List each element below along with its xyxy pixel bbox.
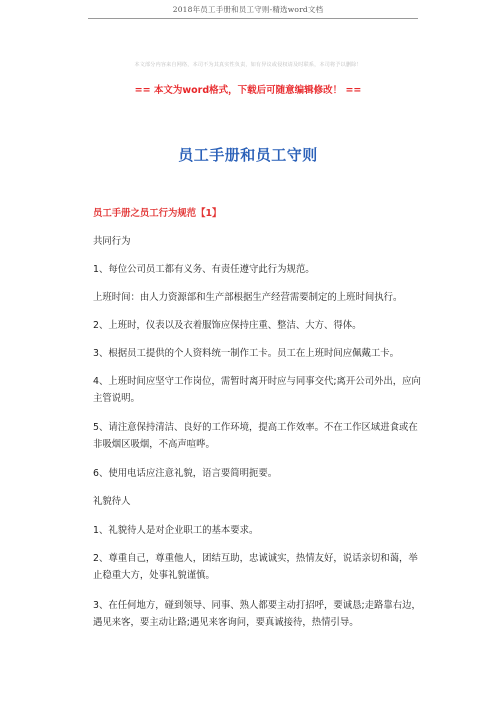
- paragraph-4: 2、上班时，仪表以及衣着服饰应保持庄重、整洁、大方、得体。: [93, 320, 362, 331]
- paragraph-5: 3、根据员工提供的个人资料统一制作工卡。员工在上班时间应佩戴工卡。: [93, 348, 399, 359]
- paragraph-2: 1、每位公司员工都有义务、有责任遵守此行为规范。: [93, 264, 315, 275]
- section-heading: 员工手册之员工行为规范【1】: [93, 208, 222, 219]
- running-header: 2018年员工手册和员工守则-精选word文档: [172, 5, 324, 14]
- word-format-notice: == 本文为word格式，下载后可随意编辑修改！ ==: [134, 85, 362, 96]
- paragraph-8: 6、使用电话应注意礼貌，语言要简明扼要。: [93, 468, 278, 479]
- paragraph-12: 3、在任何地方，碰到领导、同事、熟人都要主动打招呼，要诚恳;走路靠右边，遇见来客，要主动让路;遇见来客询问，要真诚接待，热情引导。: [93, 600, 421, 628]
- disclaimer-text: 本文部分内容来自网络，本司不为其真实性负责，如有异议或侵权请及时联系，本司将予以删除！: [134, 62, 362, 68]
- paragraph-10: 1、礼貌待人是对企业职工的基本要求。: [93, 525, 259, 536]
- paragraph-7: 5、请注意保持清洁、良好的工作环境，提高工作效率。不在工作区域进食或在非吸烟区吸烟，不高声喧哗。: [93, 422, 418, 450]
- paragraph-11: 2、尊重自己，尊重他人，团结互助，忠诚诚实，热情友好，说话亲切和蔼，举止稳重大方，处事礼貌谨慎。: [93, 553, 418, 581]
- header-divider: [88, 18, 418, 19]
- paragraph-9: 礼貌待人: [93, 496, 131, 507]
- paragraph-3: 上班时间：由人力资源部和生产部根据生产经营需要制定的上班时间执行。: [93, 292, 403, 303]
- paragraph-1: 共同行为: [93, 236, 131, 247]
- paragraph-6: 4、上班时间应坚守工作岗位，需暂时离开时应与同事交代;离开公司外出，应向主管说明。: [93, 376, 421, 404]
- document-title: 员工手册和员工守则: [178, 146, 318, 164]
